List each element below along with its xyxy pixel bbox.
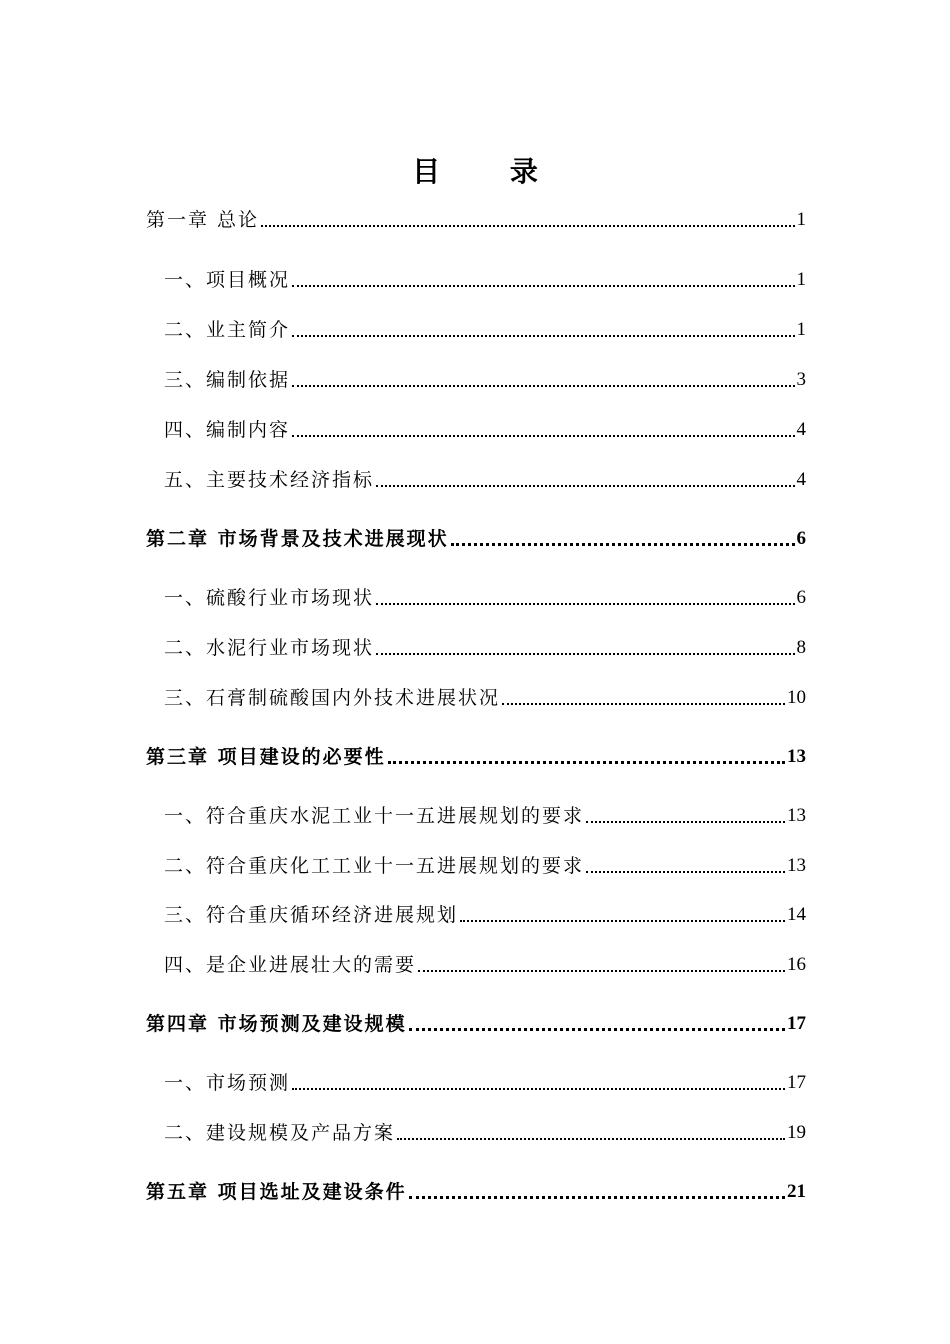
toc-page-number: 10 xyxy=(787,687,806,708)
toc-section-entry[interactable] xyxy=(164,950,806,980)
toc-entry-label: 二、业主简介 xyxy=(164,319,291,341)
toc-dot-leader xyxy=(502,703,785,705)
toc-section-entry[interactable] xyxy=(164,465,806,495)
toc-entry-label: 四、编制内容 xyxy=(164,419,291,441)
toc-dot-leader xyxy=(292,385,794,387)
toc-dot-leader xyxy=(292,1088,785,1090)
toc-chapter-entry[interactable] xyxy=(146,1177,806,1207)
toc-entry-label: 第三章 项目建设的必要性 xyxy=(146,746,386,768)
toc-section-entry[interactable] xyxy=(164,315,806,345)
toc-section-entry[interactable] xyxy=(164,583,806,613)
toc-section-entry[interactable] xyxy=(164,633,806,663)
toc-page-number: 13 xyxy=(787,855,806,876)
toc-dot-leader xyxy=(460,920,785,922)
toc-section-entry[interactable] xyxy=(164,851,806,881)
toc-entry-label: 一、符合重庆水泥工业十一五进展规划的要求 xyxy=(164,805,585,827)
toc-dot-leader xyxy=(376,653,794,655)
toc-chapter-entry[interactable] xyxy=(146,1009,806,1039)
toc-page-number: 21 xyxy=(787,1181,806,1202)
toc-dot-leader xyxy=(292,335,794,337)
toc-entry-label: 第二章 市场背景及技术进展现状 xyxy=(146,528,449,550)
toc-page-number: 6 xyxy=(796,528,806,549)
toc-entry-label: 三、石膏制硫酸国内外技术进展状况 xyxy=(164,687,501,709)
toc-entry-label: 五、主要技术经济指标 xyxy=(164,469,375,491)
toc-dot-leader xyxy=(376,485,794,487)
toc-dot-leader xyxy=(376,603,794,605)
toc-dot-leader xyxy=(586,821,785,823)
toc-entry-label: 第一章 总论 xyxy=(146,209,260,231)
toc-section-entry[interactable] xyxy=(164,1068,806,1098)
toc-page-number: 3 xyxy=(796,369,806,390)
toc-dot-leader xyxy=(451,543,795,546)
toc-dot-leader xyxy=(388,761,785,764)
toc-page-number: 8 xyxy=(796,637,806,658)
toc-chapter-entry[interactable] xyxy=(146,205,806,235)
toc-chapter-entry[interactable] xyxy=(146,524,806,554)
toc-section-entry[interactable] xyxy=(164,265,806,295)
toc-entry-label: 一、市场预测 xyxy=(164,1072,291,1094)
toc-section-entry[interactable] xyxy=(164,900,806,930)
toc-dot-leader xyxy=(261,225,794,227)
toc-entry-label: 一、硫酸行业市场现状 xyxy=(164,587,375,609)
toc-section-entry[interactable] xyxy=(164,365,806,395)
toc-entry-label: 第四章 市场预测及建设规模 xyxy=(146,1013,407,1035)
toc-dot-leader xyxy=(397,1138,785,1140)
toc-page-number: 17 xyxy=(787,1072,806,1093)
toc-page-number: 4 xyxy=(796,419,806,440)
toc-page-number: 19 xyxy=(787,1122,806,1143)
toc-entry-label: 一、项目概况 xyxy=(164,269,291,291)
toc-entry-label: 第五章 项目选址及建设条件 xyxy=(146,1181,407,1203)
toc-page-number: 13 xyxy=(787,805,806,826)
toc-dot-leader xyxy=(292,285,794,287)
toc-page-number: 17 xyxy=(787,1013,806,1034)
toc-title: 目 录 xyxy=(412,155,568,188)
toc-entry-label: 四、是企业进展壮大的需要 xyxy=(164,954,417,976)
toc-dot-leader xyxy=(409,1028,785,1031)
toc-dot-leader xyxy=(586,871,785,873)
toc-section-entry[interactable] xyxy=(164,415,806,445)
toc-page-number: 4 xyxy=(796,469,806,490)
toc-entry-label: 三、编制依据 xyxy=(164,369,291,391)
toc-page-number: 6 xyxy=(796,587,806,608)
toc-page-number: 1 xyxy=(796,319,806,340)
toc-page-number: 1 xyxy=(796,209,806,230)
toc-section-entry[interactable] xyxy=(164,801,806,831)
toc-page-number: 14 xyxy=(787,904,806,925)
toc-page-number: 1 xyxy=(796,269,806,290)
toc-entry-label: 二、建设规模及产品方案 xyxy=(164,1122,396,1144)
toc-entry-label: 二、符合重庆化工工业十一五进展规划的要求 xyxy=(164,855,585,877)
toc-entry-label: 二、水泥行业市场现状 xyxy=(164,637,375,659)
toc-dot-leader xyxy=(292,435,794,437)
toc-dot-leader xyxy=(409,1196,785,1199)
toc-dot-leader xyxy=(418,970,785,972)
toc-chapter-entry[interactable] xyxy=(146,742,806,772)
toc-section-entry[interactable] xyxy=(164,683,806,713)
toc-page-number: 16 xyxy=(787,954,806,975)
toc-section-entry[interactable] xyxy=(164,1118,806,1148)
toc-page-number: 13 xyxy=(787,746,806,767)
toc-entry-label: 三、符合重庆循环经济进展规划 xyxy=(164,904,459,926)
